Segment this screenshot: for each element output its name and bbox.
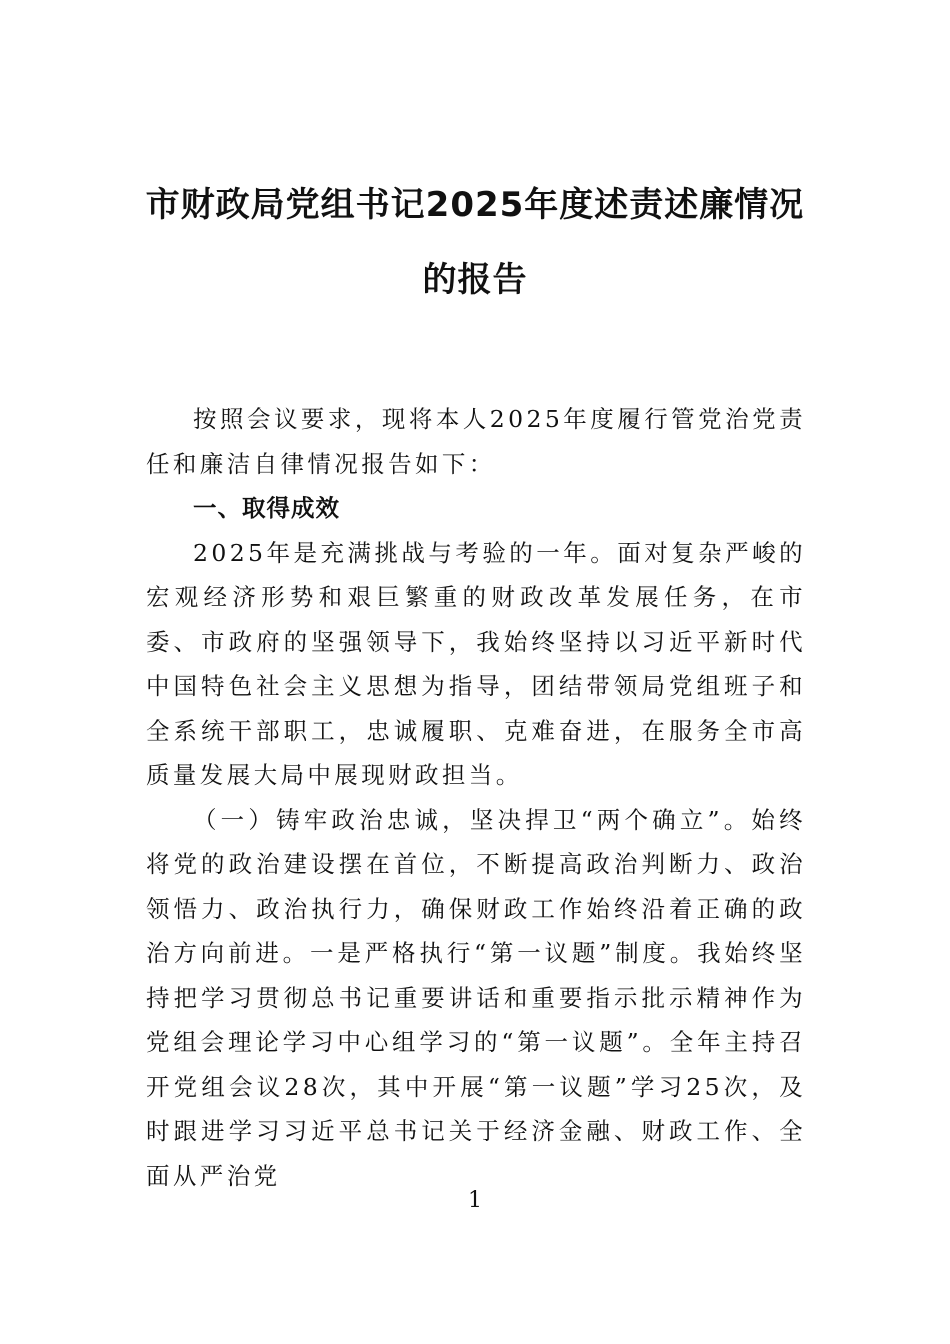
page-number: 1: [468, 1188, 482, 1213]
subsection-paragraph: （一）铸牢政治忠诚，坚决捍卫“两个确立”。始终将党的政治建设摆在首位，不断提高政治判断力、政治领悟力、政治执行力，确保财政工作始终沿着正确的政治方向前进。一是严格执行“第一议题”制度。我始终坚持把学习贯彻总书记重要讲话和重要指示批示精神作为党组会理论学习中心组学习的“第一议题”。全年主持召开党组会议28次，其中开展“第一议题”学习25次，及时跟进学习习近平总书记关于经济金融、财政工作、全面从严治党: [146, 805, 806, 1190]
title-line-1: 市财政局党组书记2025年度述责述廉情况: [145, 185, 805, 225]
title-line-2: 的报告: [422, 260, 528, 300]
intro-paragraph: 按照会议要求，现将本人2025年度履行管党治党责任和廉洁自律情况报告如下：: [146, 405, 806, 478]
section-heading: 一、取得成效: [193, 494, 340, 522]
section-paragraph: 2025年是充满挑战与考验的一年。面对复杂严峻的宏观经济形势和艰巨繁重的财政改革发展任务，在市委、市政府的坚强领导下，我始终坚持以习近平新时代中国特色社会主义思想为指导，团结带领局党组班子和全系统干部职工，忠诚履职、克难奋进，在服务全市高质量发展大局中展现财政担当。: [146, 538, 806, 789]
page-title: [130, 168, 820, 318]
document-body: [146, 397, 806, 1198]
